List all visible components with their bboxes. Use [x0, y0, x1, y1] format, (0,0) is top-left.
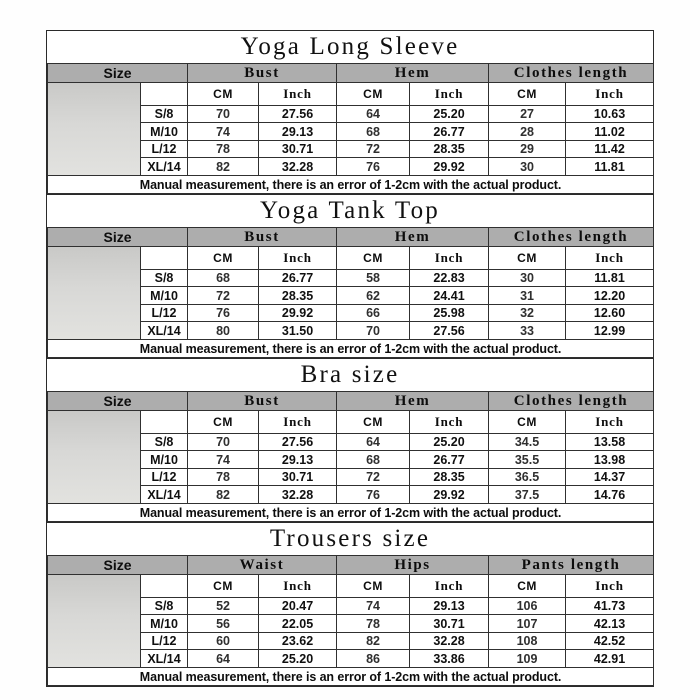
- cell-size: M/10: [141, 615, 188, 633]
- unit-inch-bust: Inch: [259, 83, 337, 106]
- cell-size: L/12: [141, 632, 188, 650]
- cell-length-cm: 27: [489, 105, 566, 123]
- cell-size: M/10: [141, 287, 188, 305]
- header-group-2: Hem: [337, 392, 489, 411]
- cell-length-inch: 13.58: [566, 433, 654, 451]
- unit-inch-hem: Inch: [410, 247, 489, 270]
- unit-inch-bust: Inch: [259, 411, 337, 434]
- cell-length-cm: 106: [489, 597, 566, 615]
- photo-background: [48, 411, 140, 503]
- unit-cm-length: CM: [489, 247, 566, 270]
- photo-background: [48, 247, 140, 339]
- cell-hem-cm: 68: [337, 451, 410, 469]
- cell-length-cm: 109: [489, 650, 566, 668]
- cell-hem-cm: 72: [337, 140, 410, 158]
- cell-waist-inch: 23.62: [259, 632, 337, 650]
- cell-length-cm: 28: [489, 123, 566, 141]
- unit-inch-hips: Inch: [410, 575, 489, 598]
- unit-inch-length: Inch: [566, 575, 654, 598]
- header-group-1: Bust: [188, 392, 337, 411]
- cell-hem-cm: 72: [337, 468, 410, 486]
- cell-length-inch: 13.98: [566, 451, 654, 469]
- cell-hem-cm: 76: [337, 486, 410, 504]
- table-header-row: [48, 228, 654, 247]
- size-chart-stack: [46, 30, 654, 687]
- size-block-trousers-size: [47, 523, 653, 687]
- cell-size: L/12: [141, 468, 188, 486]
- photo-background: [48, 83, 140, 175]
- cell-length-inch: 42.91: [566, 650, 654, 668]
- cell-bust-inch: 28.35: [259, 287, 337, 305]
- cell-length-cm: 32: [489, 304, 566, 322]
- cell-hem-cm: 70: [337, 322, 410, 340]
- cell-bust-cm: 78: [188, 468, 259, 486]
- header-group-1: Bust: [188, 228, 337, 247]
- cell-length-cm: 33: [489, 322, 566, 340]
- unit-cm-length: CM: [489, 575, 566, 598]
- cell-size: S/8: [141, 433, 188, 451]
- cell-length-inch: 42.52: [566, 632, 654, 650]
- cell-length-inch: 11.81: [566, 269, 654, 287]
- cell-size: S/8: [141, 597, 188, 615]
- cell-size: L/12: [141, 304, 188, 322]
- cell-hips-inch: 32.28: [410, 632, 489, 650]
- header-group-1: Waist: [188, 556, 337, 575]
- cell-waist-cm: 56: [188, 615, 259, 633]
- cell-length-inch: 41.73: [566, 597, 654, 615]
- unit-cm-bust: CM: [188, 247, 259, 270]
- cell-hips-inch: 33.86: [410, 650, 489, 668]
- cell-hips-cm: 86: [337, 650, 410, 668]
- header-group-3: Clothes length: [489, 64, 654, 83]
- cell-length-cm: 34.5: [489, 433, 566, 451]
- cell-hips-inch: 30.71: [410, 615, 489, 633]
- unit-row-blank: [141, 575, 188, 598]
- measurement-note: Manual measurement, there is an error of 1-2cm with the actual product.: [48, 504, 654, 522]
- unit-cm-hem: CM: [337, 411, 410, 434]
- cell-hem-cm: 68: [337, 123, 410, 141]
- cell-bust-cm: 68: [188, 269, 259, 287]
- size-table: [47, 227, 654, 358]
- block-title: Bra size: [47, 359, 653, 391]
- cell-length-inch: 10.63: [566, 105, 654, 123]
- table-header-row: [48, 392, 654, 411]
- header-size: Size: [48, 556, 188, 575]
- cell-bust-inch: 29.13: [259, 123, 337, 141]
- cell-bust-inch: 29.13: [259, 451, 337, 469]
- unit-cm-hips: CM: [337, 575, 410, 598]
- unit-cm-bust: CM: [188, 83, 259, 106]
- bra-photo: [48, 411, 141, 504]
- unit-cm-hem: CM: [337, 83, 410, 106]
- unit-cm-length: CM: [489, 83, 566, 106]
- cell-length-cm: 36.5: [489, 468, 566, 486]
- measurement-note-row: [48, 504, 654, 522]
- cell-length-cm: 31: [489, 287, 566, 305]
- unit-cm-waist: CM: [188, 575, 259, 598]
- yoga-long-sleeve-photo: [48, 83, 141, 176]
- cell-bust-cm: 72: [188, 287, 259, 305]
- cell-size: S/8: [141, 105, 188, 123]
- cell-size: L/12: [141, 140, 188, 158]
- cell-length-cm: 29: [489, 140, 566, 158]
- cell-length-inch: 11.42: [566, 140, 654, 158]
- cell-hem-inch: 26.77: [410, 123, 489, 141]
- cell-bust-inch: 30.71: [259, 140, 337, 158]
- cell-length-cm: 30: [489, 158, 566, 176]
- measurement-note-row: [48, 668, 654, 686]
- product-photo-image: [48, 247, 140, 339]
- cell-waist-cm: 64: [188, 650, 259, 668]
- cell-size: XL/14: [141, 322, 188, 340]
- cell-waist-inch: 22.05: [259, 615, 337, 633]
- cell-length-inch: 42.13: [566, 615, 654, 633]
- cell-size: S/8: [141, 269, 188, 287]
- cell-bust-cm: 76: [188, 304, 259, 322]
- cell-hem-cm: 64: [337, 433, 410, 451]
- cell-hem-inch: 25.20: [410, 105, 489, 123]
- cell-hem-inch: 28.35: [410, 140, 489, 158]
- unit-row-blank: [141, 83, 188, 106]
- unit-inch-length: Inch: [566, 83, 654, 106]
- size-table: [47, 555, 654, 686]
- cell-bust-cm: 74: [188, 451, 259, 469]
- product-photo-image: [48, 83, 140, 175]
- cell-length-inch: 11.81: [566, 158, 654, 176]
- unit-inch-waist: Inch: [259, 575, 337, 598]
- cell-size: XL/14: [141, 158, 188, 176]
- cell-length-inch: 12.99: [566, 322, 654, 340]
- unit-row: [48, 575, 654, 598]
- cell-hem-cm: 58: [337, 269, 410, 287]
- unit-inch-length: Inch: [566, 247, 654, 270]
- cell-size: M/10: [141, 123, 188, 141]
- measurement-note: Manual measurement, there is an error of 1-2cm with the actual product.: [48, 668, 654, 686]
- header-group-3: Pants length: [489, 556, 654, 575]
- size-table: [47, 391, 654, 522]
- cell-hem-inch: 24.41: [410, 287, 489, 305]
- header-size: Size: [48, 64, 188, 83]
- cell-hem-inch: 26.77: [410, 451, 489, 469]
- header-size: Size: [48, 228, 188, 247]
- unit-cm-hem: CM: [337, 247, 410, 270]
- cell-bust-inch: 27.56: [259, 105, 337, 123]
- unit-inch-length: Inch: [566, 411, 654, 434]
- table-header-row: [48, 556, 654, 575]
- unit-row: [48, 411, 654, 434]
- trousers-photo: [48, 575, 141, 668]
- cell-hem-inch: 29.92: [410, 158, 489, 176]
- cell-bust-inch: 32.28: [259, 158, 337, 176]
- cell-length-inch: 14.76: [566, 486, 654, 504]
- block-title: Trousers size: [47, 523, 653, 555]
- cell-hem-inch: 28.35: [410, 468, 489, 486]
- unit-cm-length: CM: [489, 411, 566, 434]
- unit-row-blank: [141, 411, 188, 434]
- cell-length-cm: 107: [489, 615, 566, 633]
- cell-bust-inch: 30.71: [259, 468, 337, 486]
- size-block-bra-size: [47, 359, 653, 523]
- cell-hem-cm: 64: [337, 105, 410, 123]
- cell-hips-cm: 74: [337, 597, 410, 615]
- block-title: Yoga Long Sleeve: [47, 31, 653, 63]
- cell-hem-cm: 62: [337, 287, 410, 305]
- cell-bust-cm: 70: [188, 433, 259, 451]
- cell-length-cm: 35.5: [489, 451, 566, 469]
- product-photo-image: [48, 575, 140, 667]
- cell-hem-cm: 66: [337, 304, 410, 322]
- cell-size: XL/14: [141, 650, 188, 668]
- unit-inch-bust: Inch: [259, 247, 337, 270]
- header-group-2: Hem: [337, 228, 489, 247]
- cell-bust-inch: 31.50: [259, 322, 337, 340]
- cell-waist-inch: 25.20: [259, 650, 337, 668]
- unit-inch-hem: Inch: [410, 83, 489, 106]
- cell-hips-inch: 29.13: [410, 597, 489, 615]
- cell-length-cm: 30: [489, 269, 566, 287]
- size-block-yoga-long-sleeve: [47, 31, 653, 195]
- cell-waist-cm: 52: [188, 597, 259, 615]
- cell-hips-cm: 78: [337, 615, 410, 633]
- cell-length-inch: 12.20: [566, 287, 654, 305]
- table-header-row: [48, 64, 654, 83]
- photo-background: [48, 575, 140, 667]
- header-group-1: Bust: [188, 64, 337, 83]
- cell-size: M/10: [141, 451, 188, 469]
- cell-length-inch: 12.60: [566, 304, 654, 322]
- measurement-note: Manual measurement, there is an error of 1-2cm with the actual product.: [48, 340, 654, 358]
- cell-hem-inch: 25.20: [410, 433, 489, 451]
- header-size: Size: [48, 392, 188, 411]
- cell-waist-cm: 60: [188, 632, 259, 650]
- cell-length-inch: 11.02: [566, 123, 654, 141]
- yoga-tank-top-photo: [48, 247, 141, 340]
- header-group-3: Clothes length: [489, 228, 654, 247]
- cell-hem-cm: 76: [337, 158, 410, 176]
- cell-hem-inch: 22.83: [410, 269, 489, 287]
- cell-hem-inch: 29.92: [410, 486, 489, 504]
- cell-length-cm: 37.5: [489, 486, 566, 504]
- measurement-note: Manual measurement, there is an error of 1-2cm with the actual product.: [48, 176, 654, 194]
- measurement-note-row: [48, 176, 654, 194]
- unit-row: [48, 247, 654, 270]
- size-block-yoga-tank-top: [47, 195, 653, 359]
- unit-row-blank: [141, 247, 188, 270]
- cell-hem-inch: 25.98: [410, 304, 489, 322]
- measurement-note-row: [48, 340, 654, 358]
- cell-bust-cm: 78: [188, 140, 259, 158]
- cell-bust-cm: 82: [188, 486, 259, 504]
- block-title: Yoga Tank Top: [47, 195, 653, 227]
- size-table: [47, 63, 654, 194]
- cell-bust-cm: 70: [188, 105, 259, 123]
- header-group-2: Hips: [337, 556, 489, 575]
- cell-bust-inch: 26.77: [259, 269, 337, 287]
- cell-length-inch: 14.37: [566, 468, 654, 486]
- cell-bust-cm: 80: [188, 322, 259, 340]
- cell-bust-cm: 74: [188, 123, 259, 141]
- unit-inch-hem: Inch: [410, 411, 489, 434]
- cell-hips-cm: 82: [337, 632, 410, 650]
- cell-bust-inch: 32.28: [259, 486, 337, 504]
- unit-row: [48, 83, 654, 106]
- unit-cm-bust: CM: [188, 411, 259, 434]
- cell-length-cm: 108: [489, 632, 566, 650]
- cell-bust-inch: 29.92: [259, 304, 337, 322]
- cell-bust-cm: 82: [188, 158, 259, 176]
- cell-size: XL/14: [141, 486, 188, 504]
- cell-hem-inch: 27.56: [410, 322, 489, 340]
- product-photo-image: [48, 411, 140, 503]
- header-group-3: Clothes length: [489, 392, 654, 411]
- cell-bust-inch: 27.56: [259, 433, 337, 451]
- header-group-2: Hem: [337, 64, 489, 83]
- cell-waist-inch: 20.47: [259, 597, 337, 615]
